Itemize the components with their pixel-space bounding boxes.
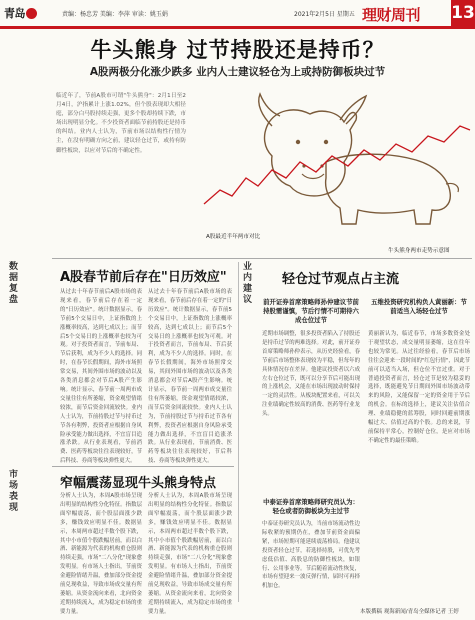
logo-mark-icon — [26, 8, 37, 19]
narrow-range-col-2: 分析人士认为，本周A股市场呈现出明显的结构性分化特征。指数层面窄幅震荡，而个股层面涨少跌多，赚钱效应明显不佳。数据显示，本周两市超过半数个股下跌，其中小市值个股跌幅居前，而以白酒、新能源为代表的机构重仓股则持续走强，市场"二八分化"现象愈发明显。有市场人士指出，节前资金避险情绪升温，叠加部分资金提前兑现收益，导致市场成交量有所萎缩。从资金流向来看，北向资金近期持续流入，成为稳定市场的重要力量。 — [148, 493, 232, 615]
page-header — [0, 0, 475, 26]
side-label-advice: 业内建议 — [242, 262, 252, 305]
calendar-effect-col-2: 从过去十年春节前后A股市场的表现来看，春节前后存在着一定的"日历效应"。统计数据显示，春节前5个交易日中，上证指数的上涨概率较高，达到七成以上；而节后5个交易日的上涨概率也较为可观。对于投资者而言，节前布局、节后获利，成为不少人的选择。同时，在春节长假期间，海外市场照常交易，其间外围市场的波动以及各类消息都会对节后A股产生影响。统计显示，春节前一周两市成交量往往有所萎缩，资金观望情绪较浓，而节后资金回流较快。业内人士认为，节前持股过节与持币过节各有利弊，投资者应根据自身风险承受能力做出选择，不宜盲目追涨杀跌。从行业表现看，节前消费、医药等板块往往表现较好，节后科技、券商等板块弹性更大。 — [148, 289, 232, 465]
issue-date: 2021年2月5日 星期五 — [294, 11, 355, 18]
advice-col-1-para-2: 中泰证券研究员认为，当前市场流动性边际收紧的预期仍在，叠加节前资金面偏紧，市场短期可能延续震荡格局。他建议投资者轻仓过节，若选择持股，可优先考虑低估值、高股息的防御性板块，如银行、公用事业等。节后随着流动性恢复，市场有望迎来一波反弹行情，届时可再择机加仓。 — [262, 521, 360, 590]
chart-legend-caption: 牛头熊身两市走势示意图 — [388, 248, 450, 254]
advice-subhead-1: 前开证券首席策略师孙仲建议节前持股需谨慎，节后行情不可期待六成仓位过节 — [263, 298, 359, 324]
section-title-light-position: 轻仓过节观点占主流 — [282, 272, 400, 287]
logo-text: 青岛 — [4, 7, 25, 20]
main-headline: 牛头熊身 过节持股还是持币？ — [90, 38, 385, 62]
left-divider — [52, 466, 234, 467]
side-label-market: 市场表现 — [8, 470, 18, 513]
advice-col-2-para: 黄丽新认为，临近春节，市场多数资金处于观望状态，成交量明显萎缩，这在往年也较为常见。从过往经验看，春节后市场往往会迎来一段时间的"红包行情"，因此节前可以适当入场，但仓位不宜过重。对于普通投资者而言，轻仓过节是较为稳妥的选择，既能避免节日期间外围市场波动带来的风险，又能保留一定的资金用于节后的机会。在标的选择上，建议关注估值合理、业绩稳健的蓝筹股，同时回避前期涨幅过大、估值过高的个股。总的来说，节前保持平常心，控制好仓位，是应对市场不确定性的最佳策略。 — [368, 331, 470, 444]
bull-bear-illustration — [198, 86, 474, 230]
section-title-narrow-range: 窄幅震荡显现牛头熊身特点 — [60, 476, 217, 491]
calendar-effect-col-1: 从过去十年春节前后A股市场的表现来看，春节前后存在着一定的"日历效应"。统计数据显示，春节前5个交易日中，上证指数的上涨概率较高，达到七成以上；而节后5个交易日的上涨概率也较为可观。对于投资者而言，节前布局、节后获利，成为不少人的选择。同时，在春节长假期间，海外市场照常交易，其间外围市场的波动以及各类消息都会对节后A股产生影响。统计显示，春节前一周两市成交量往往有所萎缩，资金观望情绪较浓，而节后资金回流较快。业内人士认为，节前持股过节与持币过节各有利弊，投资者应根据自身风险承受能力做出选择，不宜盲目追涨杀跌。从行业表现看，节前消费、医药等板块往往表现较好，节后科技、券商等板块弹性更大。 — [60, 289, 142, 465]
lead-paragraph: 临近年了，节前A股市可谓"牛头熊身"：2月1日至2月4日，沪指累计上涨1.02%，但个股表现却大相径庭，部分白马股持续走强，更多个股却持续下跌，市场出现明显分化。不少投资者面临节前持股还是持币的纠结。业内人士认为，节前市场以结构性行情为主，在没有明确方向之前，建议轻仓过节，或持有防御性板块，以应对节后的不确定性。 — [56, 93, 186, 154]
advice-col-1-para-1: 近期市场调整，很多投资者陷入了持股还是持币过节的两难选择。对此，前开证券首席策略师孙仲表示，从历史经验看，春节前后市场整体表现较为平稳，但每年的具体情况存在差异。他建议投资者以六成左右仓位过节，既可以分享节后可能出现的上涨机会，又能在市场出现波动时保持一定的灵活性。从板块配置来看，可以关注业绩确定性较高的消费、医药等行业龙头。 — [262, 331, 360, 418]
chart-series-caption: A股最近半年两市对比 — [206, 234, 261, 240]
narrow-range-col-1: 分析人士认为，本周A股市场呈现出明显的结构性分化特征。指数层面窄幅震荡，而个股层面涨少跌多，赚钱效应明显不佳。数据显示，本周两市超过半数个股下跌，其中小市值个股跌幅居前，而以白酒、新能源为代表的机构重仓股则持续走强，市场"二八分化"现象愈发明显。有市场人士指出，节前资金避险情绪升温，叠加部分资金提前兑现收益，导致市场成交量有所萎缩。从资金流向来看，北向资金近期持续流入，成为稳定市场的重要力量。 — [60, 493, 142, 615]
side-label-data-review: 数据复盘 — [8, 262, 18, 305]
page-number: 13 — [451, 0, 475, 26]
advice-subhead-2: 中泰证券首席策略师研究员认为：轻仓或者防御板块为主过节 — [263, 498, 359, 515]
bull-head-icon — [259, 94, 366, 196]
editor-credits: 责编：杨忠芳 美编：李萍 审读：姚玉娟 — [62, 11, 168, 18]
column-divider — [238, 262, 239, 602]
newspaper-logo — [4, 6, 37, 20]
advice-subhead-3: 五维投资研究机构负人黄丽新：节前适当入场轻仓过节 — [371, 298, 467, 315]
section-divider — [52, 258, 472, 259]
sub-headline: A股两极分化涨少跌多 业内人士建议轻仓为上或持防御板块过节 — [89, 66, 386, 78]
byline-footer: 本版撰稿 观海新闻/青岛全媒体记者 王婷 — [360, 609, 459, 615]
header-divider — [0, 26, 475, 29]
section-brand: 理财周刊 — [362, 6, 421, 24]
section-title-calendar-effect: A股春节前后存在"日历效应" — [60, 270, 227, 285]
market-trend-line — [204, 126, 470, 204]
